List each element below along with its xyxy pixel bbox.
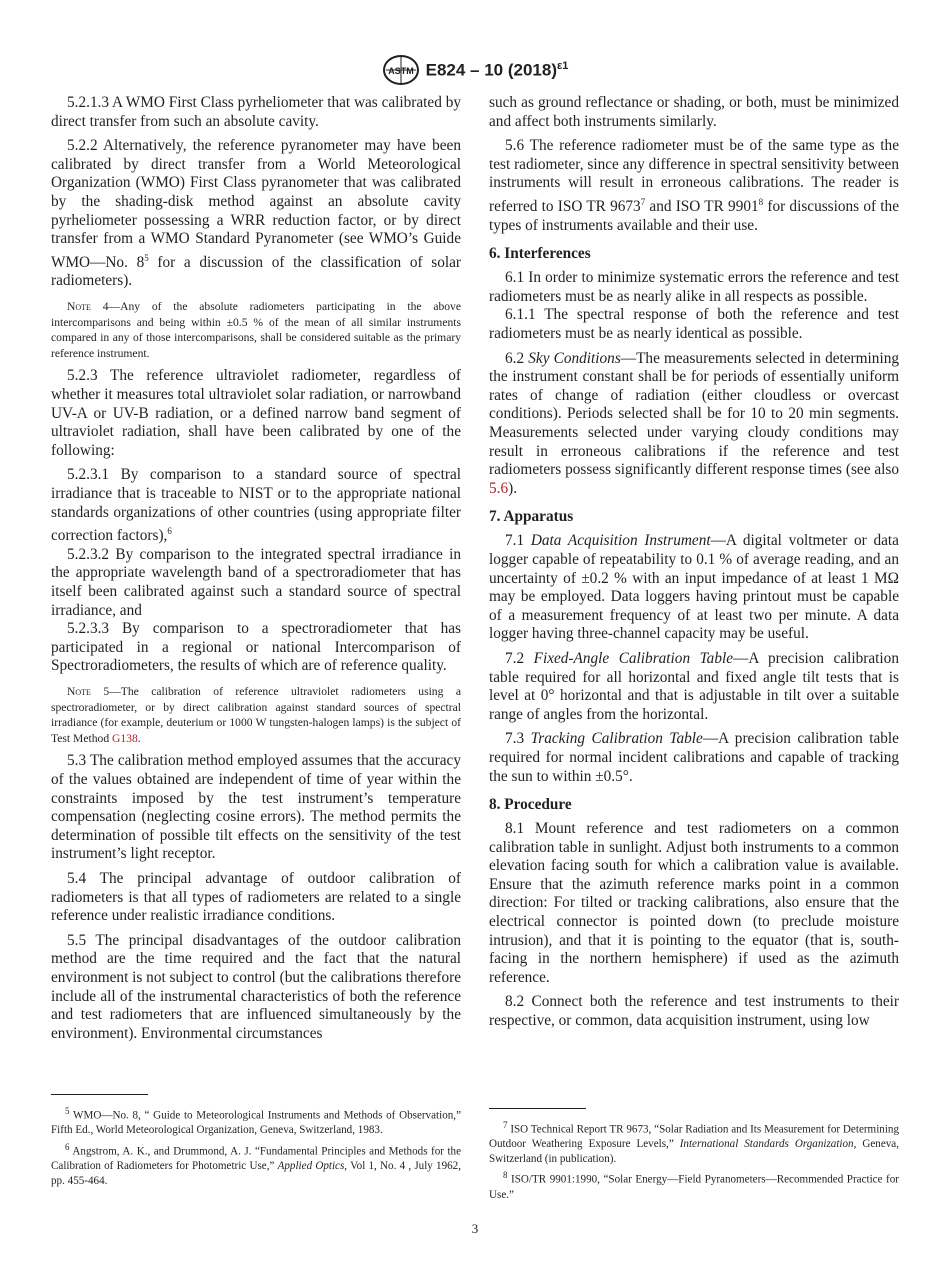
paragraph-5-2-1-3: 5.2.1.3 A WMO First Class pyrheliometer that was calibrated by direct transfer from such an absolute cavity.: [51, 94, 461, 130]
paragraph-7-2: 7.2 Fixed-Angle Calibration Table—A precision calibration table required for all horizontal and fixed angle tilt tests that is level at 0° horizontal and that is adjustable in tilt over a suitable range of angles from the horizontal.: [489, 649, 899, 723]
footnote-5: $^5$ WMO—No. 8, “ Guide to Meteorological Instruments and Methods of Observation,” Fifth Ed., World Meteorological Organization, Geneva, Switzerland, 1983.: [51, 1106, 461, 1137]
footnotes-left: [51, 1104, 461, 1190]
paragraph-7-3: 7.3 Tracking Calibration Table—A precision calibration table required for normal incident calibrations and capable of tracking the sun to within ±0.5°.: [489, 730, 899, 785]
paragraph-8-2: 8.2 Connect both the reference and test instruments to their respective, or common, data acquisition instrument, using low: [489, 993, 899, 1030]
page-header: [0, 54, 950, 91]
paragraph-5-2-3-1: 5.2.3.1 By comparison to a standard source of spectral irradiance that is traceable to NIST or to the appropriate national standards organizations of other countries (using appropriate filter correction factors),$^6$: [51, 466, 461, 545]
paragraph-5-2-3: 5.2.3 The reference ultraviolet radiometer, regardless of whether it measures total ultraviolet solar radiation, or narrowband UV-A or UV-B radiation, or a defined narrow band segment of ultraviolet radiation, shall have been calibrated by one of the following:: [51, 367, 461, 459]
paragraph-5-2-3-3: 5.2.3.3 By comparison to a spectroradiometer that has participated in a regional or national Intercomparison of Spectroradiometers, the results of which are of reference quality.: [51, 620, 461, 675]
right-column: [489, 94, 899, 1031]
section-7-heading: 7. Apparatus: [489, 508, 574, 526]
paragraph-5-3: 5.3 The calibration method employed assumes that the accuracy of the values obtained are independent of time of year within the constraints imposed by the test instrument’s temperature compensation (neglecting cosine errors). The method permits the determination of possible tilt effects on the sensitivity of the test instrument’s light receptor.: [51, 752, 461, 863]
note-4: Note 4—Any of the absolute radiometers participating in the above intercomparisons and being within ±0.5 % of the mean of all similar instruments compared in any of those intercomparisons, shall be considered suitable as the primary reference instrument.: [51, 300, 461, 360]
paragraph-5-6: 5.6 The reference radiometer must be of the same type as the test radiometer, since any difference in spectral sensitivity between instruments will result in erroneous calibrations. The reader is referred to ISO TR 9673$^7$ and ISO TR 9901$^8$ for discussions of the types of instruments available and their use.: [489, 137, 899, 234]
paragraph-5-5: 5.5 The principal disadvantages of the outdoor calibration method are the time required and the fact that the natural environment is not subject to control (but the calibrations therefore include all of the instrumental characteristics of both the reference and test radiometers that are influenced simultaneously by the environment). Environmental circumstances: [51, 931, 461, 1042]
astm-logo-icon: [382, 54, 420, 86]
footnote-6: $^6$ Angstrom, A. K., and Drummond, A. J. “Fundamental Principles and Methods for the Calibration of Radiometers for Photometric Use,” Applied Optics, Vol 1, No. 4 , July 1962, pp. 455-464.: [51, 1141, 461, 1187]
svg-text:ASTM: ASTM: [387, 66, 414, 76]
paragraph-5-5-continued: such as ground reflectance or shading, or both, must be minimized and affect both instruments similarly.: [489, 94, 899, 130]
paragraph-5-2-3-2: 5.2.3.2 By comparison to the integrated spectral irradiance in the appropriate wavelength band of a spectroradiometer that has itself been calibrated against such a standard source of spectral irradiance, and: [51, 545, 461, 619]
paragraph-5-2-2: 5.2.2 Alternatively, the reference pyranometer may have been calibrated by direct transfer from a World Meteorological Organization (WMO) First Class pyranometer that was calibrated by the shading-disk method against an absolute cavity pyrheliometer possessing a WRR reduction factor, or by direct transfer from a WMO Standard Pyranometer (see WMO’s Guide WMO—No. 8$^5$ for a discussion of the classification of solar radiometers).: [51, 137, 461, 290]
section-5-6-link[interactable]: 5.6: [489, 479, 509, 497]
paragraph-8-1: 8.1 Mount reference and test radiometers on a common calibration table in sunlight. Adjust both instruments to a common elevation facing south for which a calibration value is available. Ensure that the azimuth reference marks point in a common direction: For tilted or tracking calibrations, also ensure that the electrical connector is pointed down (to preclude moisture intrusion), and that it is pointing to the equator (that is, south-facing in the northern hemisphere) if used as the azimuth reference.: [489, 820, 899, 986]
paragraph-6-1: 6.1 In order to minimize systematic errors the reference and test radiometers must be as nearly alike in all respects as possible.: [489, 269, 899, 305]
paragraph-7-1: 7.1 Data Acquisition Instrument—A digital voltmeter or data logger capable of repeatability to 0.1 % of average reading, and an uncertainty of ±0.2 % with an input impedance of at least 1 MΩ may be employed. Data loggers having printout must be capable of a measurement frequency of at least two per minute. A data logger having three-channel capacity may be useful.: [489, 532, 899, 643]
footnote-divider-right: [489, 1108, 586, 1109]
document-designation: E824 – 10 $(2018)^{\varepsilon 1}$: [425, 59, 569, 80]
paragraph-5-4: 5.4 The principal advantage of outdoor calibration of radiometers is that all types of radiometers are related to a single reference under realistic irradiance conditions.: [51, 869, 461, 925]
section-6-heading: 6. Interferences: [489, 245, 591, 263]
footnote-7: $^7$ ISO Technical Report TR 9673, “Solar Radiation and Its Measurement for Determining Outdoor Weathering Exposure Levels,” International Standards Organization, Geneva, Switzerland (in publication).: [489, 1120, 899, 1165]
paragraph-6-2: 6.2 Sky Conditions—The measurements selected in determining the instrument constant shall be for periods of essentially uniform rates of change of radiation (either cloudless or overcast conditions). Periods selected shall be for 10 to 20 min segments. Measurements selected under varying cloudy conditions may result in erroneous calibrations if the reference and test radiometers possess significantly different response times (see also 5.6).: [489, 349, 899, 497]
left-column: [51, 94, 461, 1043]
note-5: Note 5—The calibration of reference ultraviolet radiometers using a spectroradiometer, or by direct calibration against standard sources of spectral irradiance (for example, deuterium or 1000 W tungsten-halogen lamps) is the subject of Test Method G138.: [51, 685, 462, 745]
g138-link[interactable]: G138: [112, 731, 138, 745]
footnote-8: $^8$ ISO/TR 9901:1990, “Solar Energy—Field Pyranometers—Recommended Practice for Use.”: [489, 1170, 899, 1201]
section-8-heading: 8. Procedure: [489, 796, 572, 814]
footnote-divider-left: [51, 1094, 148, 1095]
footnotes-right: [489, 1118, 899, 1204]
page-number: 3: [471, 1221, 479, 1236]
paragraph-6-1-1: 6.1.1 The spectral response of both the reference and test radiometers must be as nearly identical as possible.: [489, 306, 899, 343]
